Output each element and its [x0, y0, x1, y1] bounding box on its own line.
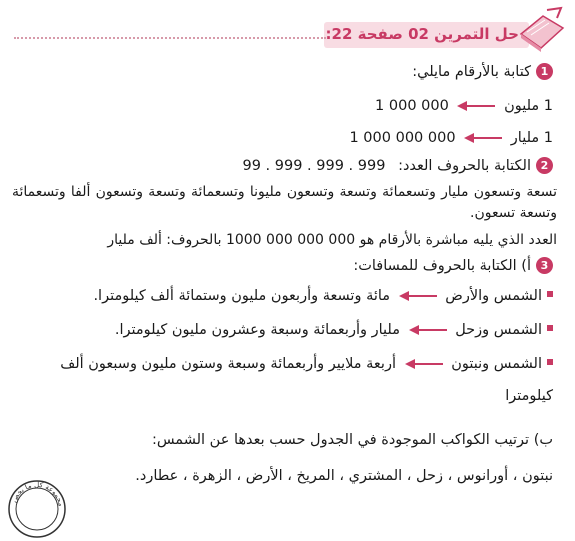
section-1-heading-text: كتابة بالأرقام مايلي:	[412, 64, 531, 80]
distance-words: مليار وأربعمائة وسبعة وعشرون مليون كيلومترا.	[114, 322, 400, 338]
distance-item	[60, 354, 553, 374]
section-2-heading	[242, 156, 553, 176]
million-label: 1 مليون	[504, 98, 553, 114]
billion-value: 1 000 000 000	[349, 130, 456, 146]
planet-pair: الشمس ونبتون	[451, 356, 542, 372]
section-2-number: 2	[536, 157, 553, 174]
million-row	[375, 96, 553, 116]
section-1-heading	[412, 62, 553, 82]
number-in-words: تسعة وتسعون مليار وتسعمائة وتسعة وتسعون مليونا وتسعمائة وتسعة وتسعون ألفا وتسعمائة وتسعة تسعون.	[12, 184, 557, 221]
stamp-seal-icon	[6, 478, 68, 540]
arrow-left-icon	[457, 101, 495, 111]
planet-pair: الشمس والأرض	[445, 288, 542, 304]
bullet-icon	[547, 291, 553, 297]
distance-item	[115, 320, 553, 340]
section-3-heading	[353, 256, 553, 276]
next-number-line: العدد الذي يليه مباشرة بالأرقام هو 000 000 000 1000 بالحروف: ألف مليار	[107, 232, 557, 248]
page-title: حل التمرين 02 صفحة 22:	[325, 25, 519, 43]
section-2-number-value: 99 . 999 . 999 . 999	[242, 158, 386, 174]
book-icon	[517, 6, 567, 54]
section-2-heading-text: الكتابة بالحروف العدد:	[398, 158, 531, 174]
distance-words: مائة وتسعة وأربعون مليون وستمائة ألف كيلومترا.	[93, 288, 391, 304]
section-3-heading-text: أ) الكتابة بالحروف للمسافات:	[353, 258, 531, 274]
svg-text:مجموعة كل ما يخص: مجموعة كل ما يخص	[10, 480, 65, 508]
distance-words-cont: كيلومترا	[505, 388, 553, 404]
arrow-left-icon	[399, 291, 437, 301]
planet-pair: الشمس وزحل	[455, 322, 542, 338]
billion-label: 1 مليار	[510, 130, 553, 146]
bullet-icon	[547, 325, 553, 331]
planet-order: نبتون ، أورانوس ، زحل ، المشتري ، المريخ ، الأرض ، الزهرة ، عطارد.	[135, 468, 553, 484]
billion-row	[349, 128, 553, 148]
arrow-left-icon	[405, 359, 443, 369]
arrow-left-icon	[464, 133, 502, 143]
distance-item	[93, 286, 553, 306]
distance-words: أربعة ملايير وأربعمائة وسبعة وستون مليون وسبعون ألف	[60, 356, 396, 372]
section-3-number: 3	[536, 257, 553, 274]
part-b-heading: ب) ترتيب الكواكب الموجودة في الجدول حسب بعدها عن الشمس:	[151, 432, 553, 448]
section-1-number: 1	[536, 63, 553, 80]
arrow-left-icon	[409, 325, 447, 335]
dotted-divider	[14, 37, 326, 39]
header-banner	[324, 22, 529, 48]
million-value: 1 000 000	[375, 98, 449, 114]
bullet-icon	[547, 359, 553, 365]
